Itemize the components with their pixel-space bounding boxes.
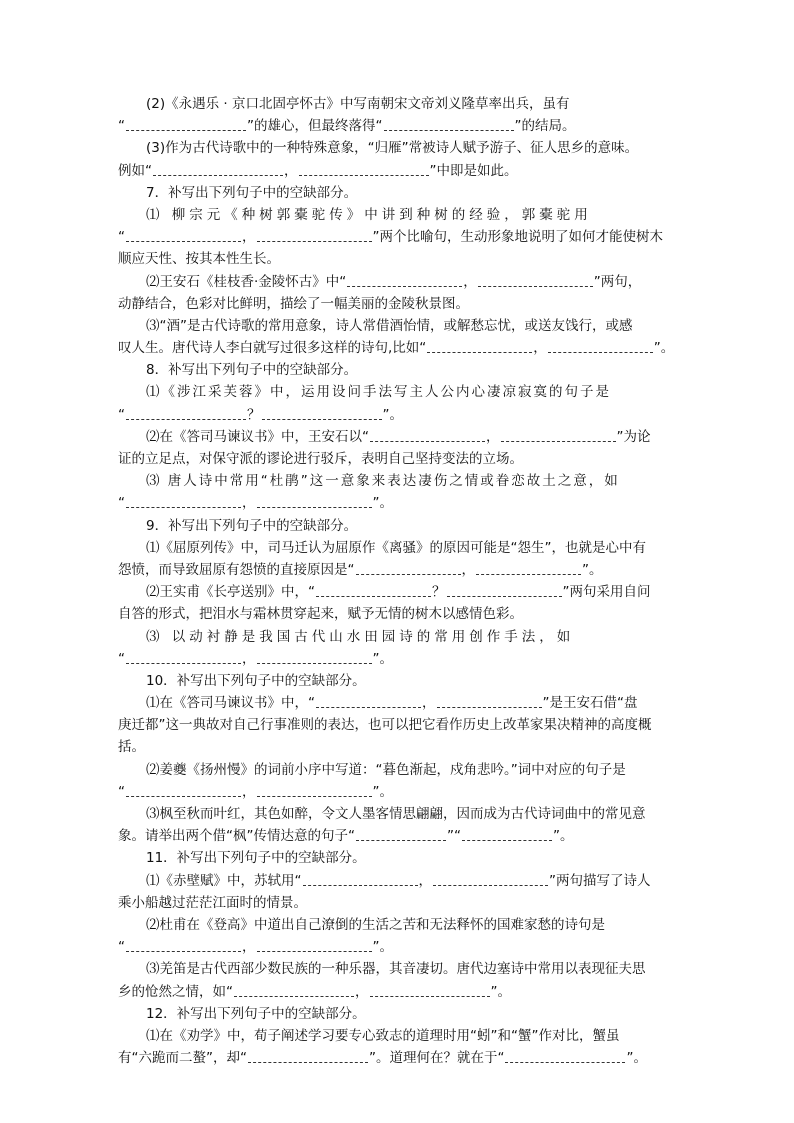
line-text: ”。 — [372, 783, 393, 800]
line-text: ”。 — [372, 495, 393, 512]
text-line — [118, 470, 678, 492]
line-text: 8．补写出下列句子中的空缺部分。 — [146, 362, 358, 379]
fill-blank[interactable] — [356, 560, 461, 575]
line-text: “ — [118, 118, 125, 135]
fill-blank[interactable] — [356, 826, 446, 841]
text-line — [118, 981, 678, 1003]
line-text: ⑶枫至秋而叶红，其色如醉，令文人墨客情思翩翩，因而成为古代诗词曲中的常见意 — [146, 806, 646, 822]
line-text: ， — [355, 983, 369, 1000]
text-line — [118, 137, 678, 159]
fill-blank[interactable] — [476, 560, 581, 575]
text-line — [118, 448, 678, 470]
text-line — [118, 559, 678, 581]
text-line — [118, 581, 678, 603]
question-heading — [118, 1003, 678, 1025]
fill-blank[interactable] — [126, 493, 241, 508]
fill-blank[interactable] — [257, 782, 372, 797]
line-text: ”。 — [490, 983, 511, 1000]
line-text: ”两个比喻句，生动形象地说明了如何才能使树木 — [372, 229, 663, 246]
question-heading — [118, 847, 678, 869]
text-line — [118, 936, 678, 958]
fill-blank[interactable] — [347, 272, 462, 287]
line-text: ”。 — [372, 650, 393, 667]
question-content — [118, 93, 678, 1069]
fill-blank[interactable] — [126, 782, 241, 797]
line-text: ， — [242, 229, 256, 246]
text-line — [118, 537, 678, 559]
question-heading — [118, 359, 678, 381]
line-text: ⑶ 以动衬静是我国古代山水田园诗的常用创作手法，如 — [146, 628, 575, 645]
line-text: ⑶“酒”是古代诗歌的常用意象，诗人常借酒怡情，或解愁忘忧，或送友饯行，或感 — [146, 317, 633, 334]
fill-blank[interactable] — [126, 405, 246, 420]
line-text: “ — [118, 406, 125, 423]
line-text: ”两句， — [593, 273, 642, 290]
line-text: ”。道理何在？就在于“ — [368, 1050, 505, 1067]
fill-blank[interactable] — [257, 937, 372, 952]
line-text: ⑶羌笛是古代西部少数民族的一种乐器，其音凄切。唐代边塞诗中常用以表现征夫思 — [146, 961, 646, 978]
text-line — [118, 825, 678, 847]
question-heading — [118, 515, 678, 537]
line-text: ”的结局。 — [514, 118, 576, 135]
line-text: 10．补写出下列句子中的空缺部分。 — [146, 672, 366, 689]
line-text: 乡的怆然之情，如“ — [118, 983, 233, 1000]
text-line — [118, 626, 678, 648]
line-text: 乘小船越过茫茫江面时的情景。 — [118, 894, 307, 911]
fill-blank[interactable] — [257, 493, 372, 508]
question-heading — [118, 182, 678, 204]
line-text: “ — [118, 783, 125, 800]
text-line — [118, 914, 678, 936]
fill-blank[interactable] — [303, 871, 418, 886]
text-line — [118, 381, 678, 403]
line-text: 括。 — [118, 739, 145, 756]
line-text: ⑴《赤壁赋》中，苏轼用“ — [146, 872, 302, 889]
line-text: ⑴ 柳宗元《种树郭橐驼传》中讲到种树的经验，郭橐驼用 — [146, 206, 592, 223]
line-text: ”为论 — [616, 428, 651, 445]
text-line — [118, 781, 678, 803]
line-text: ， — [418, 872, 432, 889]
line-text: ”两句描写了诗人 — [549, 872, 651, 889]
line-text: ， — [422, 695, 436, 712]
fill-blank[interactable] — [447, 582, 562, 597]
line-text: “ — [118, 495, 125, 512]
text-line — [118, 1025, 678, 1047]
line-text: ⑵王安石《桂枝香·金陵怀古》中“ — [146, 273, 347, 290]
fill-blank[interactable] — [153, 161, 283, 176]
line-text: ⑴《涉江采芙蓉》中，运用设问手法写主人公内心凄凉寂寞的句子是 — [146, 384, 611, 401]
fill-blank[interactable] — [126, 116, 246, 131]
fill-blank[interactable] — [370, 982, 490, 997]
line-text: ， — [463, 273, 477, 290]
line-text: (2)《永遇乐 · 京口北固亭怀古》中写南朝宋文帝刘义隆草率出兵，虽有 — [146, 96, 570, 112]
fill-blank[interactable] — [299, 161, 429, 176]
line-text: ”两句采用自问 — [562, 584, 651, 601]
text-line — [118, 248, 678, 270]
line-text: ”中即是如此。 — [429, 162, 518, 179]
line-text: 有“六跪而二螯”，却“ — [118, 1050, 247, 1067]
line-text: ， — [242, 939, 256, 956]
line-text: 怨愤，而导致屈原有怨愤的直接原因是“ — [118, 561, 355, 578]
line-text: 自答的形式，把泪水与霜林贯穿起来，赋予无情的树木以感情色彩。 — [118, 606, 523, 623]
fill-blank[interactable] — [501, 427, 616, 442]
text-line — [118, 426, 678, 448]
text-line — [118, 293, 678, 315]
fill-blank[interactable] — [262, 405, 382, 420]
line-text: ， — [533, 340, 547, 357]
line-text: ， — [242, 495, 256, 512]
line-text: “ — [118, 229, 125, 246]
line-text: ， — [284, 162, 298, 179]
line-text: ， — [486, 428, 500, 445]
text-line — [118, 648, 678, 670]
line-text: 顺应天性、按其本性生长。 — [118, 251, 280, 268]
fill-blank[interactable] — [437, 693, 542, 708]
fill-blank[interactable] — [370, 427, 485, 442]
fill-blank[interactable] — [234, 982, 354, 997]
text-line — [118, 492, 678, 514]
line-text: ⑴在《答司马谏议书》中，“ — [146, 695, 315, 712]
line-text: 庚迁都”这一典故对自己行事准则的表达，也可以把它看作历史上改革家果决精神的高度概 — [118, 717, 652, 734]
line-text: 叹人生。唐代诗人李白就写过很多这样的诗句,比如“ — [118, 340, 427, 357]
line-text: 11．补写出下列句子中的空缺部分。 — [146, 850, 366, 867]
line-text: ”。 — [653, 340, 675, 357]
text-line — [118, 759, 678, 781]
line-text: 12．补写出下列句子中的空缺部分。 — [146, 1005, 366, 1022]
text-line — [118, 226, 678, 248]
text-line — [118, 1047, 678, 1069]
text-line — [118, 870, 678, 892]
line-text: (3)作为古代诗歌中的一种特殊意象，“归雁”常被诗人赋予游子、征人思乡的意味。 — [146, 140, 639, 157]
line-text: “ — [118, 939, 125, 956]
text-line — [118, 714, 678, 736]
line-text: ， — [242, 650, 256, 667]
line-text: ？ — [432, 584, 446, 601]
text-line — [118, 337, 678, 359]
line-text: ”的雄心，但最终落得“ — [247, 118, 383, 135]
line-text: ⑵在《答司马谏议书》中，王安石以“ — [146, 428, 369, 445]
line-text: 象。请举出两个借“枫”传情达意的句子“ — [118, 828, 355, 845]
fill-blank[interactable] — [248, 1048, 368, 1063]
line-text: ⑶ 唐人诗中常用“杜鹃”这一意象来表达凄伤之情或眷恋故土之意，如 — [146, 473, 620, 490]
fill-blank[interactable] — [505, 1048, 625, 1063]
fill-blank[interactable] — [427, 338, 532, 353]
text-line — [118, 160, 678, 182]
line-text: ⑴在《劝学》中，荀子阐述学习要专心致志的道理时用“蚓”和“蟹”作对比，蟹虽 — [146, 1027, 620, 1044]
line-text: 9．补写出下列句子中的空缺部分。 — [146, 517, 358, 534]
fill-blank[interactable] — [257, 649, 372, 664]
text-line — [118, 692, 678, 714]
fill-blank[interactable] — [478, 272, 593, 287]
line-text: ”。 — [626, 1050, 647, 1067]
text-line — [118, 204, 678, 226]
line-text: ？ — [247, 406, 261, 423]
fill-blank[interactable] — [433, 871, 548, 886]
line-text: ， — [242, 783, 256, 800]
line-text: “ — [118, 650, 125, 667]
line-text: ”。 — [372, 939, 393, 956]
text-line — [118, 315, 678, 337]
text-line — [118, 115, 678, 137]
line-text: ⑵王实甫《长亭送别》中，“ — [146, 584, 315, 601]
line-text: 例如“ — [118, 162, 152, 179]
fill-blank[interactable] — [126, 649, 241, 664]
line-text: ⑴《屈原列传》中，司马迁认为屈原作《离骚》的原因可能是“怨生”，也就是心中有 — [146, 539, 646, 556]
line-text: ⑵姜夔《扬州慢》的词前小序中写道：“暮色渐起，戍角悲吟。”词中对应的句子是 — [146, 761, 626, 778]
fill-blank[interactable] — [126, 937, 241, 952]
fill-blank[interactable] — [126, 227, 241, 242]
question-heading — [118, 670, 678, 692]
fill-blank[interactable] — [257, 227, 372, 242]
fill-blank[interactable] — [384, 116, 514, 131]
text-line — [118, 803, 678, 825]
line-text: 动静结合，色彩对比鲜明，描绘了一幅美丽的金陵秋景图。 — [118, 295, 469, 312]
fill-blank[interactable] — [316, 693, 421, 708]
line-text: ⑵杜甫在《登高》中道出自己潦倒的生活之苦和无法释怀的国难家愁的诗句是 — [146, 916, 605, 933]
fill-blank[interactable] — [548, 338, 653, 353]
line-text: ”。 — [552, 828, 574, 845]
line-text: ”“ — [446, 828, 461, 845]
text-line — [118, 958, 678, 980]
text-line — [118, 271, 678, 293]
text-line — [118, 892, 678, 914]
line-text: 7．补写出下列句子中的空缺部分。 — [146, 184, 358, 201]
fill-blank[interactable] — [462, 826, 552, 841]
text-line — [118, 404, 678, 426]
line-text: ”是王安石借“盘 — [542, 695, 638, 712]
text-line — [118, 603, 678, 625]
line-text: ”。 — [582, 561, 603, 578]
text-line — [118, 736, 678, 758]
line-text: ”。 — [382, 406, 403, 423]
line-text: 证的立足点，对保守派的谬论进行驳斥，表明自己坚持变法的立场。 — [118, 451, 523, 467]
line-text: ， — [461, 561, 475, 578]
fill-blank[interactable] — [316, 582, 431, 597]
text-line — [118, 93, 678, 115]
